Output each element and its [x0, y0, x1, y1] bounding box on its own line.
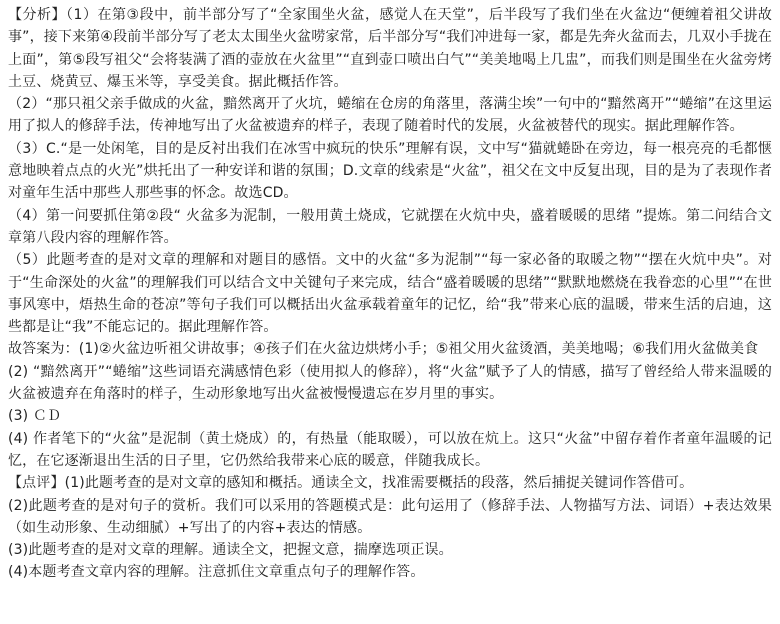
answer-4: (4) 作者笔下的“火盆”是泥制（黄土烧成）的，有热量（能取暖），可以放在炕上。这只“火盆”中留存着作者童年温暖的记忆，在它逐渐退出生活的日子里，它仍然给我带来心底的暖意，伴随我成长。 — [8, 430, 772, 469]
answer-3: (3) ＣＤ — [8, 408, 62, 425]
analysis-part-4: （4）第一问要抓住第②段“ 火盆多为泥制，一般用黄土烧成，它就摆在火炕中央，盛着暖暖的思绪 ”提炼。第二问结合文章第八段内容的理解作答。 — [8, 207, 772, 246]
comment-3: (3)此题考查的是对文章的理解。通读全文，把握文意，揣摩选项正误。 — [8, 542, 453, 559]
analysis-part-3: （3）C.“是一处闲笔，目的是反衬出我们在冰雪中疯玩的快乐”理解有误，文中写“猫就蜷卧在旁边，每一根亮亮的毛都惬意地映着点点的火光”烘托出了一种安详和谐的氛围；D.文章的线索是“火盆”，祖父在文中反复出现，目的是为了表现作者对童年生活中那些人那些事的怀念。故选CD。 — [8, 140, 772, 202]
analysis-part-5: （5）此题考查的是对文章的理解和对题目的感悟。文中的火盆“多为泥制”“每一家必备的取暖之物”“摆在火炕中央”。对于“生命深处的火盆”的理解我们可以结合文中关键句子来完成，结合“盛着暖暖的思绪”“默默地燃烧在我眷恋的心里”“在世事风寒中，焐热生命的苍凉”等句子我们可以概括出火盆承载着童年的记忆，给“我”带来心底的温暖，带来生活的启迪，这些都是让“我”不能忘记的。据此理解作答。 — [8, 252, 772, 336]
answer-1: 故答案为：(1)②火盆边听祖父讲故事；④孩子们在火盆边烘烤小手；⑤祖父用火盆烫酒，美美地喝；⑥我们用火盆做美食 — [8, 341, 759, 358]
comment-1: 【点评】(1)此题考查的是对文章的感知和概括。通读全文，找准需要概括的段落，然后捕捉关键词作答借可。 — [8, 475, 694, 492]
comment-4: (4)本题考查文章内容的理解。注意抓住文章重点句子的理解作答。 — [8, 564, 425, 581]
answer-2: (2) “黯然离开”“蜷缩”这些词语充满感情色彩（使用拟人的修辞），将“火盆”赋予了人的情感，描写了曾经给人带来温暖的火盆被遗弃在角落时的样子，生动形象地写出火盆被慢慢遗忘在岁月里的事实。 — [8, 363, 772, 403]
comment-2: (2)此题考查的是对句子的赏析。我们可以采用的答题模式是：此句运用了（修辞手法、人物描写方法、词语）+表达效果（如生动形象、生动细腻）+写出了的内容+表达的情感。 — [8, 497, 772, 536]
analysis-part-1: 【分析】（1）在第③段中，前半部分写了“全家围坐火盆，感觉人在天堂”，后半段写了我们坐在火盆边“便缠着祖父讲故事”，接下来第④段前半部分写了老太太围坐火盆唠家常，后半部分写“我们冲进每一家，都是先奔火盆而去，几双小手拢在上面”，第⑤段写祖父“会将装满了酒的壶放在火盆里”“直到壶口喷出白气”“美美地喝上几盅”，而我们则是围坐在火盆旁烤土豆、烧黄豆、爆玉米等，享受美食。据此概括作答。 — [8, 7, 772, 90]
analysis-part-2: （2）“那只祖父亲手做成的火盆，黯然离开了火坑，蜷缩在仓房的角落里，落满尘埃”一句中的“黯然离开”“蜷缩”在这里运用了拟人的修辞手法，传神地写出了火盆被遗弃的样子，表现了随着时代的发展，火盆被替代的现实。据此理解作答。 — [8, 96, 772, 135]
